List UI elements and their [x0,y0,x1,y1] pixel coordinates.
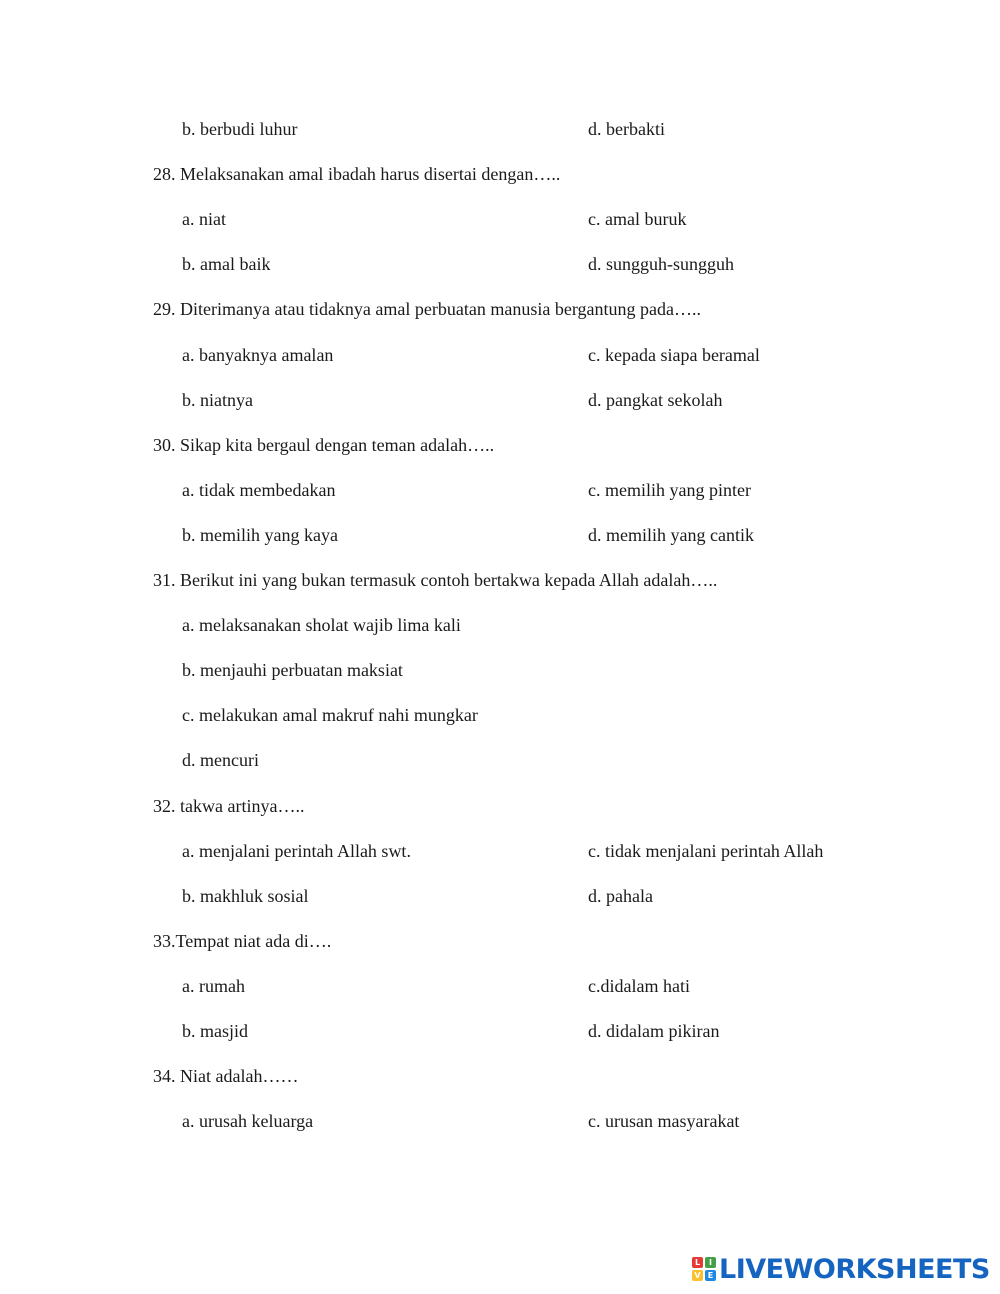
logo-tile: L [692,1257,703,1268]
answer-option: b. memilih yang kaya [182,525,338,545]
answer-option: b. niatnya [182,390,253,410]
question-text: 30. Sikap kita bergaul dengan teman adalah….. [153,435,495,455]
answer-option: d. memilih yang cantik [588,525,754,545]
question-text: 32. takwa artinya….. [153,796,305,816]
answer-option: c. kepada siapa beramal [588,345,760,365]
question-text: 33.Tempat niat ada di…. [153,931,332,951]
question-text: 31. Berikut ini yang bukan termasuk contoh bertakwa kepada Allah adalah….. [153,570,718,590]
logo-tile: E [705,1270,716,1281]
answer-option: a. urusah keluarga [182,1111,314,1131]
answer-option: d. mencuri [182,750,259,770]
answer-option: c. amal buruk [588,209,687,229]
liveworksheets-wordmark: LIVEWORKSHEETS [719,1253,990,1285]
answer-option: a. tidak membedakan [182,480,336,500]
answer-option: d. pangkat sekolah [588,390,723,410]
answer-option: c. tidak menjalani perintah Allah [588,841,824,861]
answer-option: d. berbakti [588,119,665,139]
answer-option: d. pahala [588,886,653,906]
answer-option: a. melaksanakan sholat wajib lima kali [182,615,461,635]
answer-option: d. didalam pikiran [588,1021,720,1041]
answer-option: a. banyaknya amalan [182,345,334,365]
answer-option: b. makhluk sosial [182,886,309,906]
question-text: 28. Melaksanakan amal ibadah harus disertai dengan….. [153,164,561,184]
answer-option: a. menjalani perintah Allah swt. [182,841,411,861]
answer-option: a. rumah [182,976,245,996]
question-text: 34. Niat adalah…… [153,1066,299,1086]
liveworksheets-logo [692,1254,990,1284]
liveworksheets-logo-icon [692,1257,716,1281]
answer-option: c. memilih yang pinter [588,480,751,500]
answer-option: b. amal baik [182,254,271,274]
answer-option: c. urusan masyarakat [588,1111,740,1131]
logo-tile: V [692,1270,703,1281]
question-text: 29. Diterimanya atau tidaknya amal perbuatan manusia bergantung pada….. [153,299,701,319]
answer-option: a. niat [182,209,226,229]
answer-option: b. berbudi luhur [182,119,298,139]
logo-tile: I [705,1257,716,1268]
answer-option: c.didalam hati [588,976,690,996]
answer-option: b. masjid [182,1021,248,1041]
answer-option: b. menjauhi perbuatan maksiat [182,660,403,680]
answer-option: c. melakukan amal makruf nahi mungkar [182,705,478,725]
answer-option: d. sungguh-sungguh [588,254,735,274]
